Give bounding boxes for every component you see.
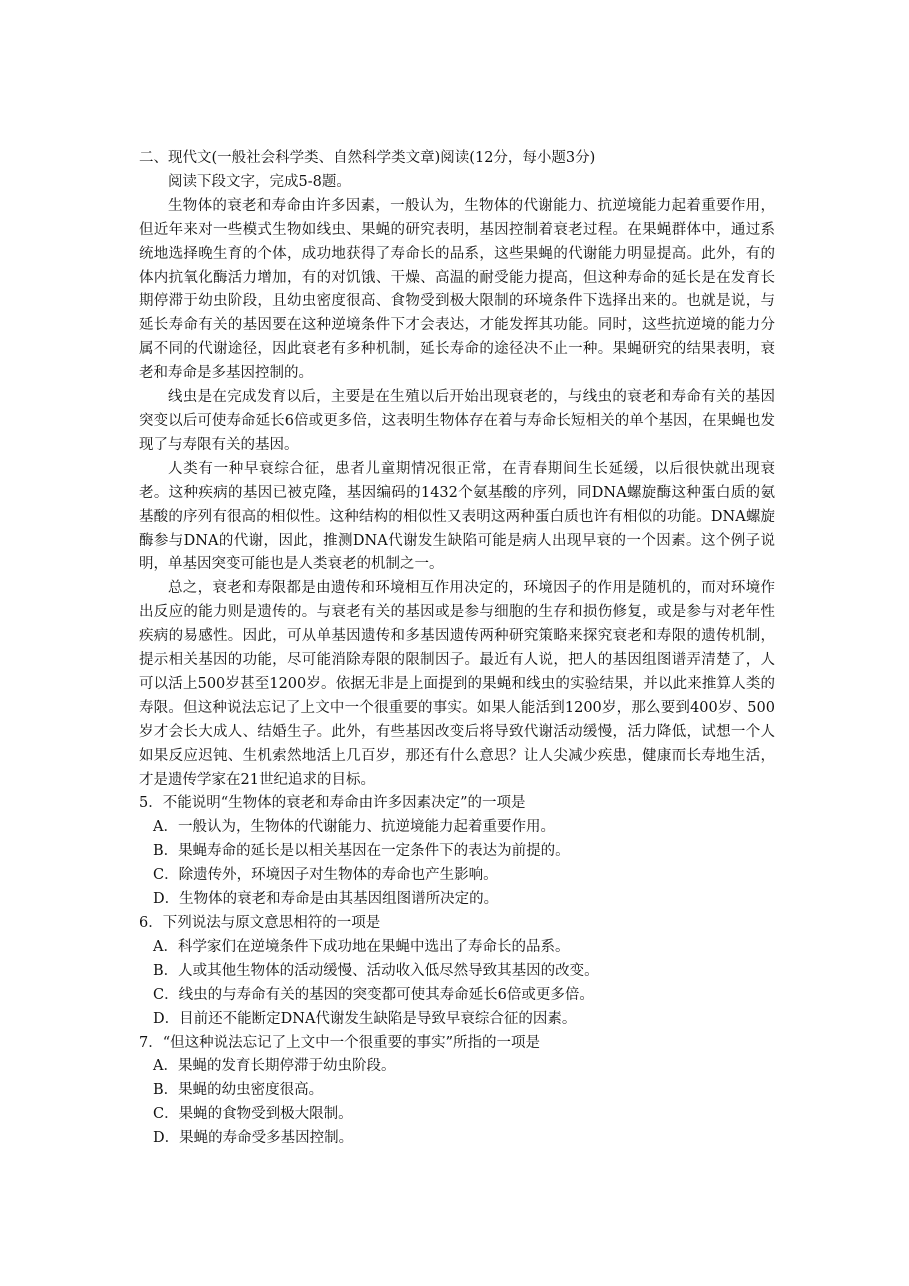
option-b: B．果蝇寿命的延长是以相关基因在一定条件下的表达为前提的。 (153, 843, 570, 860)
option-a: A．果蝇的发育长期停滞于幼虫阶段。 (153, 1058, 396, 1075)
option-c: C．除遗传外，环境因子对生物体的寿命也产生影响。 (153, 867, 498, 884)
option-c: C．线虫的与寿命有关的基因的突变都可使其寿命延长6倍或更多倍。 (153, 986, 594, 1003)
question-stem: 6．下列说法与原文意思相符的一项是 (139, 915, 381, 931)
option-d: D．目前还不能断定DNA代谢发生缺陷是导致早衰综合征的因素。 (153, 1010, 577, 1027)
option-a: A．一般认为，生物体的代谢能力、抗逆境能力起着重要作用。 (153, 819, 555, 836)
option-d: D．生物体的衰老和寿命是由其基因组图谱所决定的。 (153, 891, 499, 908)
question-stem: 7．“但这种说法忘记了上文中一个很重要的事实”所指的一项是 (139, 1034, 541, 1051)
document-page (139, 147, 775, 1151)
question-6 (139, 912, 775, 1032)
option-c: C．果蝇的食物受到极大限制。 (153, 1106, 353, 1123)
option-b: B．人或其他生物体的活动缓慢、活动收入低尽然导致其基因的改变。 (153, 962, 599, 979)
passage-paragraph-2: 线虫是在完成发育以后，主要是在生殖以后开始出现衰老的，与线虫的衰老和寿命有关的基因突变以后可使寿命延长6倍或更多倍，这表明生物体存在着与寿命长短相关的单个基因，在果蝇也发现了与寿限有关的基因。 (139, 389, 775, 453)
option-b: B．果蝇的幼虫密度很高。 (153, 1082, 324, 1099)
passage-paragraph-1: 生物体的衰老和寿命由许多因素，一般认为，生物体的代谢能力、抗逆境能力起着重要作用，但近年来对一些模式生物如线虫、果蝇的研究表明，基因控制着衰老过程。在果蝇群体中，通过系统地选择晚生育的个体，成功地获得了寿命长的品系，这些果蝇的代谢能力明显提高。此外，有的体内抗氧化酶活力增加，有的对饥饿、干燥、高温的耐受能力提高，但这种寿命的延长是在发育长期停滞于幼虫阶段，且幼虫密度很高、食物受到极大限制的环境条件下选择出来的。也就是说，与延长寿命有关的基因要在这种逆境条件下才会表达，才能发挥其功能。同时，这些抗逆境的能力分属不同的代谢途径，因此衰老有多种机制，延长寿命的途径决不止一种。果蝇研究的结果表明，衰老和寿命是多基因控制的。 (139, 197, 775, 382)
section-heading: 二、现代文(一般社会科学类、自然科学类文章)阅读(12分，每小题3分) (139, 150, 596, 166)
question-7 (139, 1032, 775, 1152)
passage-paragraph-3: 人类有一种早衰综合征，患者儿童期情况很正常，在青春期间生长延缓，以后很快就出现衰老。这种疾病的基因已被克隆，基因编码的1432个氨基酸的序列，同DNA螺旋酶这种蛋白质的氨基酸的序列有很高的相似性。这种结构的相似性又表明这两种蛋白质也许有相似的功能。DNA螺旋酶参与DNA的代谢，因此，推测DNA代谢发生缺陷可能是病人出现早衰的一个因素。这个例子说明，单基因突变可能也是人类衰老的机制之一。 (139, 460, 775, 573)
passage-paragraph-4: 总之，衰老和寿限都是由遗传和环境相互作用决定的，环境因子的作用是随机的，而对环境作出反应的能力则是遗传的。与衰老有关的基因或是参与细胞的生存和损伤修复，或是参与对老年性疾病的易感性。因此，可从单基因遗传和多基因遗传两种研究策略来探究衰老和寿限的遗传机制，提示相关基因的功能，尽可能消除寿限的限制因子。最近有人说，把人的基因组图谱弄清楚了，人可以活上500岁甚至1200岁。依据无非是上面提到的果蝇和线虫的实验结果，并以此来推算人类的寿限。但这种说法忘记了上文中一个很重要的事实。如果人能活到1200岁，那么要到400岁、500岁才会长大成人、结婚生子。此外，有些基因改变后将导致代谢活动缓慢，活力降低，试想一个人如果反应迟钝、生机索然地活上几百岁，那还有什么意思？让人尖减少疾患，健康而长寿地生活，才是遗传学家在21世纪追求的目标。 (139, 580, 775, 788)
question-stem: 5．不能说明“生物体的衰老和寿命由许多因素决定”的一项是 (139, 795, 526, 812)
option-d: D．果蝇的寿命受多基因控制。 (153, 1130, 354, 1147)
reading-instruction: 阅读下段文字，完成5-8题。 (168, 173, 351, 190)
option-a: A．科学家们在逆境条件下成功地在果蝇中选出了寿命长的品系。 (153, 938, 570, 955)
question-5 (139, 792, 775, 912)
